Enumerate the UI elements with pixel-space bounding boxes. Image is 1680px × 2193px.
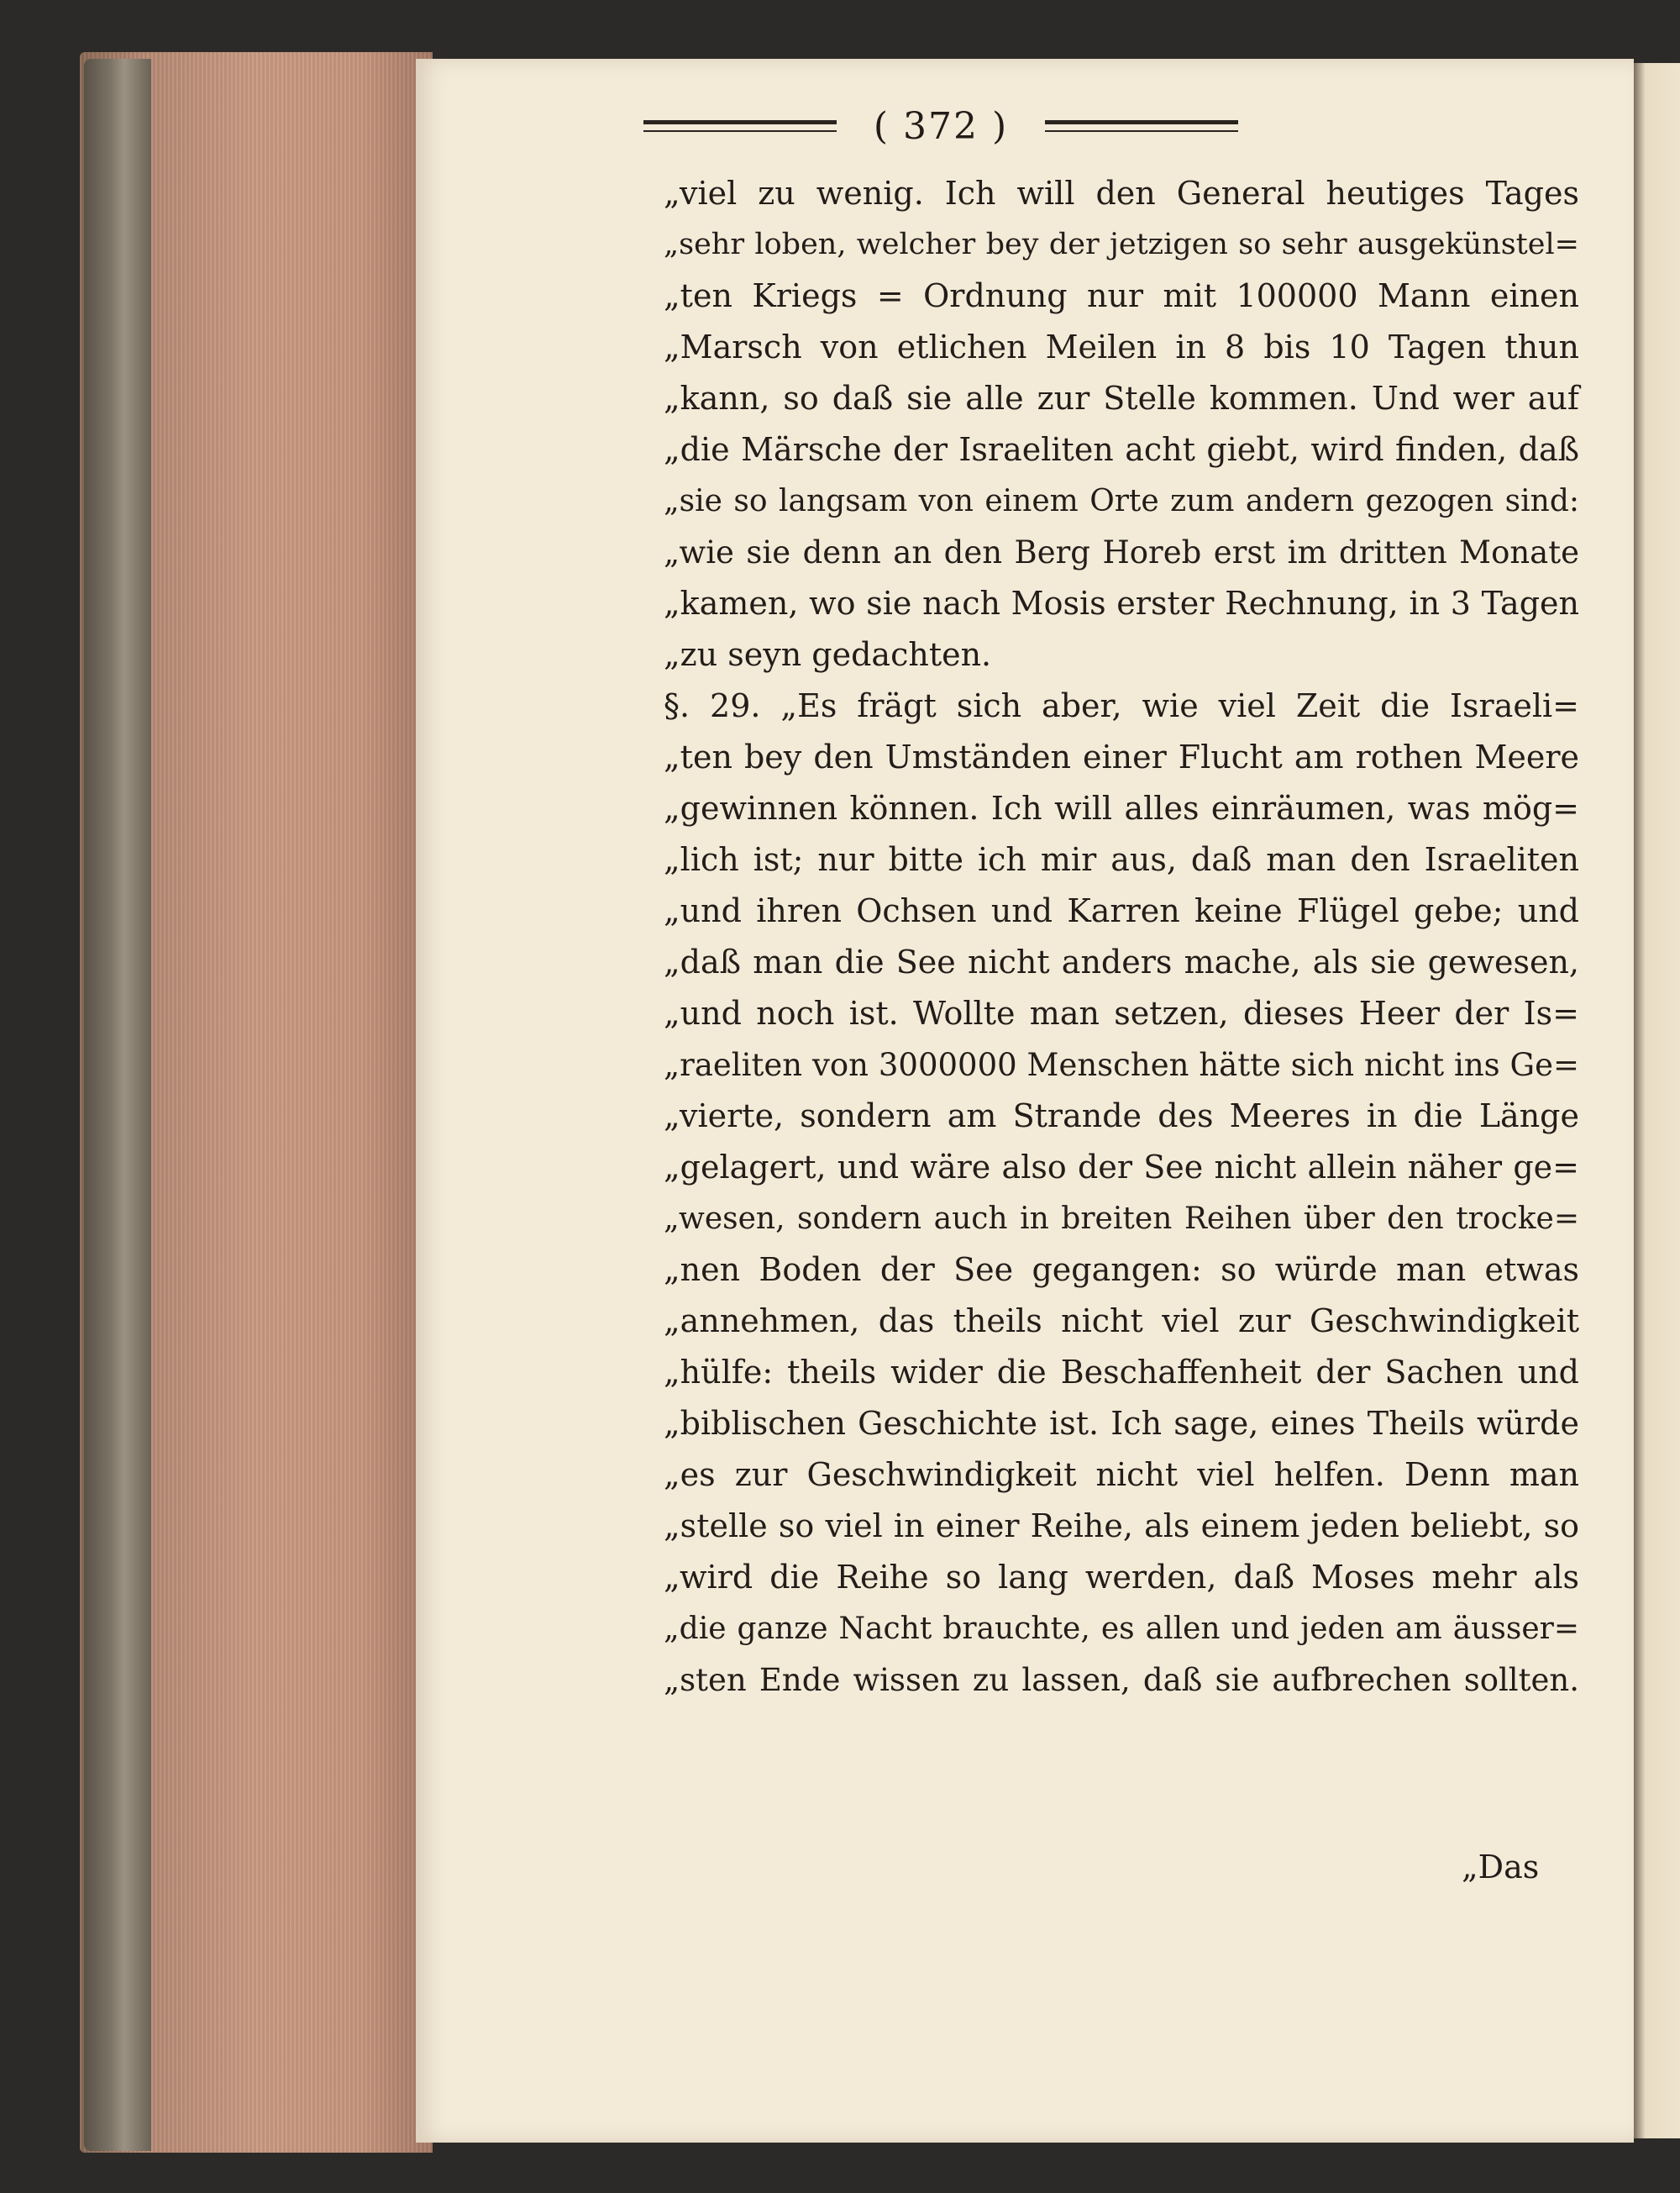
- text-line: §. 29. „Es frägt sich aber, wie viel Zeit die Israeli=: [664, 687, 1579, 724]
- text-line: „vierte, sondern am Strande des Meeres in die Länge: [664, 1097, 1579, 1134]
- text-line: „und ihren Ochsen und Karren keine Flügel gebe; und: [664, 892, 1579, 929]
- text-line: „stelle so viel in einer Reihe, als einem jeden beliebt, so: [664, 1507, 1579, 1544]
- text-line: „raeliten von 3000000 Menschen hätte sich nicht ins Ge=: [664, 1047, 1579, 1083]
- text-line: „annehmen, das theils nicht viel zur Geschwindigkeit: [664, 1302, 1579, 1339]
- text-line: „viel zu wenig. Ich will den General heutiges Tages: [664, 175, 1579, 212]
- text-line: „die ganze Nacht brauchte, es allen und jeden am äusser=: [664, 1612, 1579, 1646]
- text-line: „hülfe: theils wider die Beschaffenheit der Sachen und: [664, 1354, 1579, 1391]
- text-line: „zu seyn gedachten.: [664, 636, 992, 673]
- page-number: ( 372 ): [873, 104, 1009, 148]
- book-cover-edge: [84, 59, 151, 2151]
- text-line: „wesen, sondern auch in breiten Reihen über den trocke=: [664, 1202, 1579, 1236]
- text-line: „nen Boden der See gegangen: so würde man etwas: [664, 1251, 1579, 1288]
- text-line: „die Märsche der Israeliten acht giebt, wird finden, daß: [664, 431, 1579, 468]
- header-rule-right: [1045, 120, 1238, 132]
- text-line: „kann, so daß sie alle zur Stelle kommen. Und wer auf: [664, 380, 1579, 417]
- page-header: [412, 101, 1470, 151]
- text-line: „biblischen Geschichte ist. Ich sage, eines Theils würde: [664, 1405, 1579, 1442]
- text-line: „gelagert, und wäre also der See nicht allein näher ge=: [664, 1149, 1579, 1186]
- text-line: „daß man die See nicht anders mache, als sie gewesen,: [664, 944, 1579, 981]
- text-line: „Marsch von etlichen Meilen in 8 bis 10 Tagen thun: [664, 329, 1579, 366]
- text-line: „und noch ist. Wollte man setzen, dieses Heer der Is=: [664, 995, 1579, 1032]
- text-line: „sten Ende wissen zu lassen, daß sie aufbrechen sollten.: [664, 1662, 1579, 1698]
- text-line: „lich ist; nur bitte ich mir aus, daß man den Israeliten: [664, 841, 1579, 878]
- text-line: „ten Kriegs = Ordnung nur mit 100000 Mann einen: [664, 277, 1579, 314]
- text-line: „gewinnen können. Ich will alles einräumen, was mög=: [664, 790, 1579, 827]
- body-text: [420, 168, 1588, 1706]
- text-line: „kamen, wo sie nach Mosis erster Rechnung, in 3 Tagen: [664, 585, 1579, 622]
- facing-page-edge: [1634, 63, 1680, 2138]
- text-line: „wie sie denn an den Berg Horeb erst im dritten Monate: [664, 534, 1579, 571]
- header-rule-left: [643, 120, 837, 132]
- text-line: „ten bey den Umständen einer Flucht am rothen Meere: [664, 739, 1579, 776]
- text-line: „sehr loben, welcher bey der jetzigen so sehr ausgekünstel=: [664, 228, 1579, 261]
- text-line: „wird die Reihe so lang werden, daß Moses mehr als: [664, 1559, 1579, 1596]
- text-line: „sie so langsam von einem Orte zum andern gezogen sind:: [664, 484, 1579, 518]
- text-line: „es zur Geschwindigkeit nicht viel helfen. Denn man: [664, 1456, 1579, 1493]
- catchword: „Das: [1462, 1849, 1540, 1885]
